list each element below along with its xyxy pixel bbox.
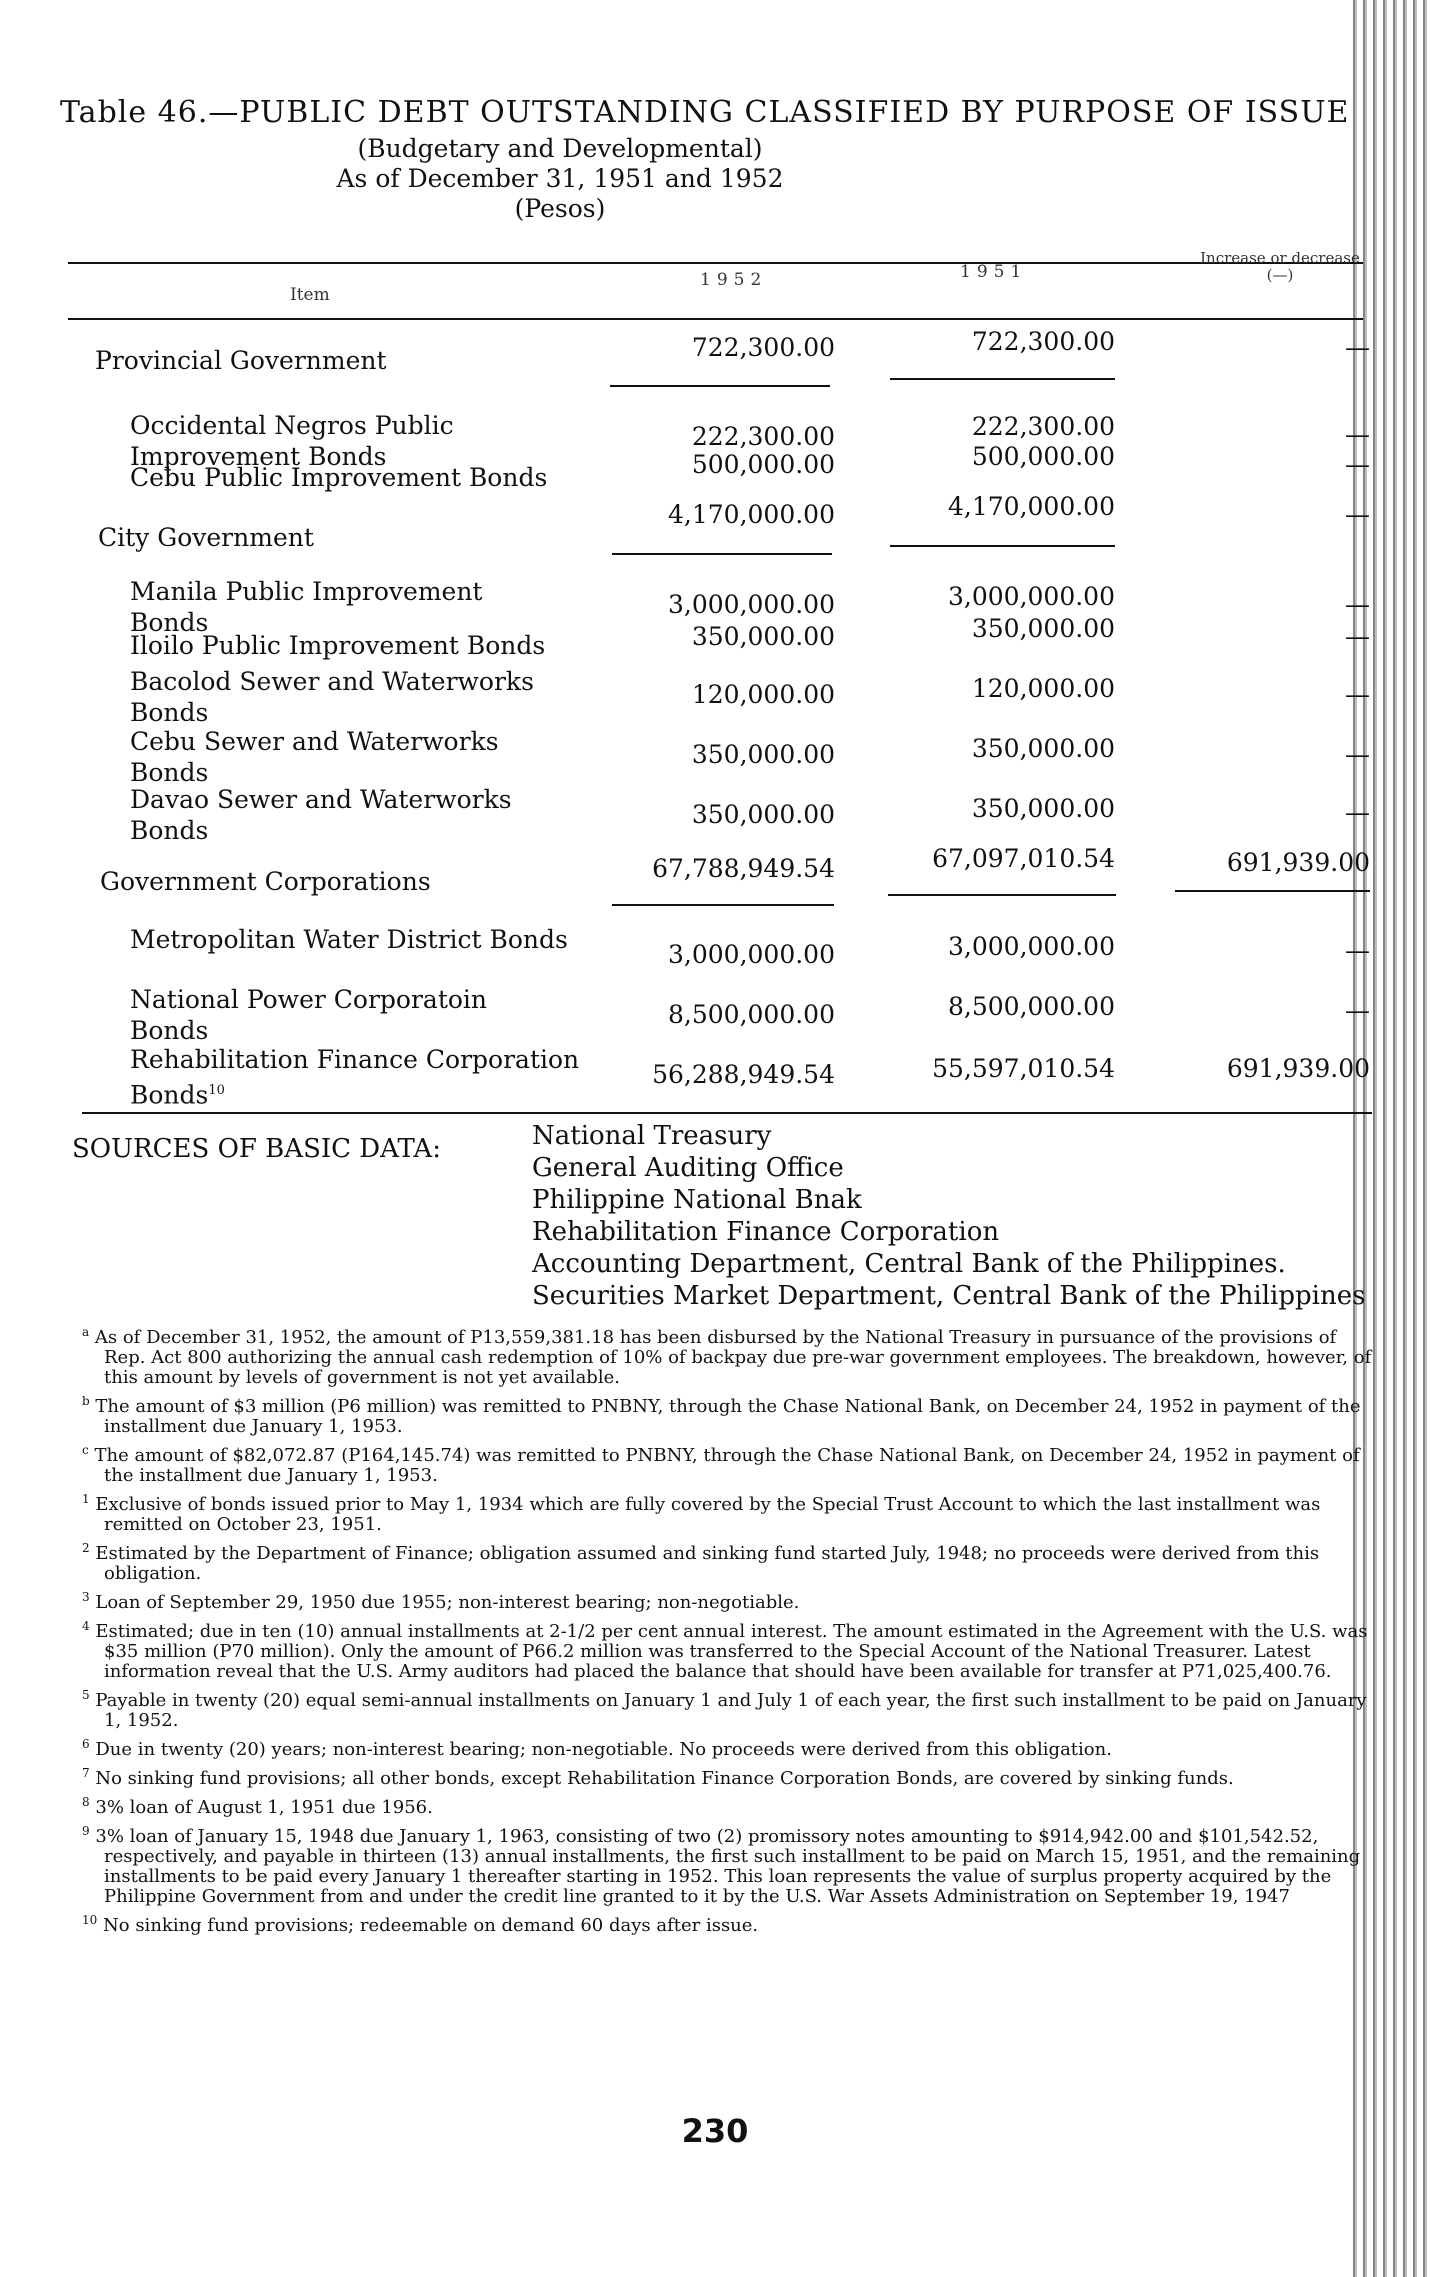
- header-top-rule: [68, 262, 1363, 264]
- row-label: Iloilo Public Improvement Bonds: [130, 631, 546, 660]
- footnote: $^c$ The amount of $82,072.87 (P164,145.74) was remitted to PNBNY, through the Chase National Bank, on December 24, 1952 in payment of the installment due January 1, 1953.: [82, 1443, 1360, 1486]
- subtotal-rule: [890, 378, 1115, 380]
- footnote: $^7$ No sinking fund provisions; all other bonds, except Rehabilitation Finance Corporation Bonds, are covered by sinking funds.: [82, 1766, 1234, 1789]
- header-bottom-rule: [68, 318, 1363, 320]
- source-item: National Treasury: [532, 1121, 772, 1151]
- table-title: Table 46.—PUBLIC DEBT OUTSTANDING CLASSIFIED BY PURPOSE OF ISSUE: [60, 95, 1350, 130]
- value-1951: 350,000.00: [971, 794, 1115, 823]
- footnote: $^4$ Estimated; due in ten (10) annual installments at 2-1/2 per cent annual interest. The amount estimated in the Agreement with the U.S. was $35 million (P70 million). Only the amount of P66.2 million was transferred to the Special Account of the National Treasurer. Latest information reveal that the U.S. Army auditors had placed the balance that should have been available for transfer at P71,025,400.76.: [82, 1619, 1368, 1682]
- footnotes: [82, 1322, 1372, 1939]
- row-label-text: Rehabilitation Finance Corporation Bonds: [130, 1045, 580, 1110]
- row-label: Manila Public Improvement Bonds: [130, 577, 483, 637]
- sources-list: [532, 1120, 1430, 1312]
- value-1951: 4,170,000.00: [948, 492, 1115, 521]
- footnote: $^2$ Estimated by the Department of Finance; obligation assumed and sinking fund started July, 1948; no proceeds were derived from this obligation.: [82, 1541, 1320, 1584]
- value-1951: 3,000,000.00: [948, 582, 1115, 611]
- row-label: Cebu Sewer and Waterworks Bonds: [130, 727, 499, 787]
- table-bottom-rule: [82, 1112, 1372, 1114]
- row-label: Government Corporations: [100, 867, 431, 896]
- subtotal-rule: [612, 553, 832, 555]
- footnote: $^8$ 3% loan of August 1, 1951 due 1956.: [82, 1795, 433, 1818]
- source-item: Accounting Department, Central Bank of the Philippines.: [532, 1249, 1286, 1279]
- row-label: Cebu Public Improvement Bonds: [130, 463, 548, 492]
- subtotal-rule: [610, 385, 830, 387]
- value-1952: 120,000.00: [691, 680, 835, 709]
- table-subtitle-1: (Budgetary and Developmental): [357, 134, 763, 163]
- column-item: Item: [290, 285, 330, 305]
- row-label: Davao Sewer and Waterworks Bonds: [130, 785, 512, 845]
- row-label: Provincial Government: [95, 346, 387, 375]
- subtotal-rule: [890, 545, 1115, 547]
- value-1951: 8,500,000.00: [948, 992, 1115, 1021]
- value-1951: 222,300.00: [971, 412, 1115, 441]
- value-change: —: [1345, 996, 1370, 1025]
- page-number: 230: [681, 2112, 749, 2150]
- value-1951: 350,000.00: [971, 614, 1115, 643]
- footnote: $^9$ 3% loan of January 15, 1948 due January 1, 1963, consisting of two (2) promissory notes amounting to $914,942.00 and $101,542.52, respectively, and payable in thirteen (13) annual installments, the first such installment to be paid on March 15, 1951, and the remaining installments to be paid every January 1 thereafter starting in 1952. This loan represents the value of surplus property acquired by the Philippine Government from and under the credit line granted to it by the U.S. War Assets Administration on September 19, 1947: [82, 1824, 1361, 1907]
- value-change: —: [1345, 450, 1370, 479]
- column-change: Increase or decrease (—): [1200, 249, 1360, 284]
- value-1952: 56,288,949.54: [652, 1060, 835, 1089]
- value-1951: 3,000,000.00: [948, 932, 1115, 961]
- footnote: $^5$ Payable in twenty (20) equal semi-annual installments on January 1 and July 1 of each year, the first such installment to be paid on January 1, 1952.: [82, 1688, 1367, 1731]
- value-1952: 8,500,000.00: [668, 1000, 835, 1029]
- value-1951: 67,097,010.54: [932, 844, 1115, 873]
- value-change: —: [1345, 500, 1370, 529]
- row-label: City Government: [98, 523, 314, 552]
- value-1952: 350,000.00: [691, 622, 835, 651]
- source-item: Securities Market Department, Central Bank of the Philippines: [532, 1281, 1366, 1311]
- value-1951: 500,000.00: [971, 442, 1115, 471]
- subtotal-rule: [888, 894, 1116, 896]
- footnote: $^{10}$ No sinking fund provisions; redeemable on demand 60 days after issue.: [82, 1913, 759, 1936]
- footnote: $^1$ Exclusive of bonds issued prior to May 1, 1934 which are fully covered by the Special Trust Account to which the last installment was remitted on October 23, 1951.: [82, 1492, 1321, 1535]
- table-header: [60, 95, 1360, 224]
- row-label: Occidental Negros Public Improvement Bonds: [130, 411, 454, 471]
- value-change: —: [1345, 622, 1370, 651]
- value-change: —: [1345, 333, 1370, 362]
- subtotal-rule: [1175, 890, 1370, 892]
- value-change: 691,939.00: [1226, 848, 1370, 877]
- value-1952: 3,000,000.00: [668, 590, 835, 619]
- row-label: Bacolod Sewer and Waterworks Bonds: [130, 667, 534, 727]
- subtotal-rule: [612, 904, 834, 906]
- footnote: $^3$ Loan of September 29, 1950 due 1955; non-interest bearing; non-negotiable.: [82, 1590, 800, 1613]
- footnote: $^6$ Due in twenty (20) years; non-interest bearing; non-negotiable. No proceeds were derived from this obligation.: [82, 1737, 1112, 1760]
- source-item: Rehabilitation Finance Corporation: [532, 1217, 1000, 1247]
- column-1952: 1952: [700, 270, 768, 290]
- value-1952: 350,000.00: [691, 800, 835, 829]
- value-1951: 722,300.00: [971, 327, 1115, 356]
- row-label: [130, 1044, 650, 1110]
- value-1951: 120,000.00: [971, 674, 1115, 703]
- source-item: Philippine National Bnak: [532, 1185, 862, 1215]
- source-item: General Auditing Office: [532, 1153, 844, 1183]
- sources-label: SOURCES OF BASIC DATA:: [72, 1134, 441, 1164]
- column-1951: 1951: [960, 262, 1028, 282]
- value-1952: 3,000,000.00: [668, 940, 835, 969]
- value-1952: 67,788,949.54: [652, 854, 835, 883]
- value-change: —: [1345, 798, 1370, 827]
- value-change: —: [1345, 740, 1370, 769]
- footnote: $^b$ The amount of $3 million (P6 million) was remitted to PNBNY, through the Chase National Bank, on December 24, 1952 in payment of the installment due January 1, 1953.: [82, 1394, 1361, 1437]
- value-1952: 350,000.00: [691, 740, 835, 769]
- row-label: National Power Corporatoin Bonds: [130, 985, 488, 1045]
- value-1951: 350,000.00: [971, 734, 1115, 763]
- value-1952: 4,170,000.00: [668, 500, 835, 529]
- value-1951: 55,597,010.54: [932, 1054, 1115, 1083]
- value-change: —: [1345, 936, 1370, 965]
- value-1952: 500,000.00: [691, 450, 835, 479]
- value-1952: 222,300.00: [691, 422, 835, 451]
- footnote-ref: 10: [208, 1083, 225, 1098]
- value-change: —: [1345, 590, 1370, 619]
- value-1952: 722,300.00: [691, 333, 835, 362]
- footnote: $^a$ As of December 31, 1952, the amount of P13,559,381.18 has been disbursed by the National Treasury in pursuance of the provisions of Rep. Act 800 authorizing the annual cash redemption of 10% of backpay due pre-war government employees. The breakdown, however, of this amount by levels of government is not yet available.: [82, 1325, 1372, 1388]
- table-subtitle-2: As of December 31, 1951 and 1952: [336, 164, 784, 193]
- value-change: 691,939.00: [1226, 1054, 1370, 1083]
- value-change: —: [1345, 680, 1370, 709]
- value-change: —: [1345, 420, 1370, 449]
- row-label: Metropolitan Water District Bonds: [130, 925, 568, 954]
- table-subtitle-3: (Pesos): [514, 194, 606, 223]
